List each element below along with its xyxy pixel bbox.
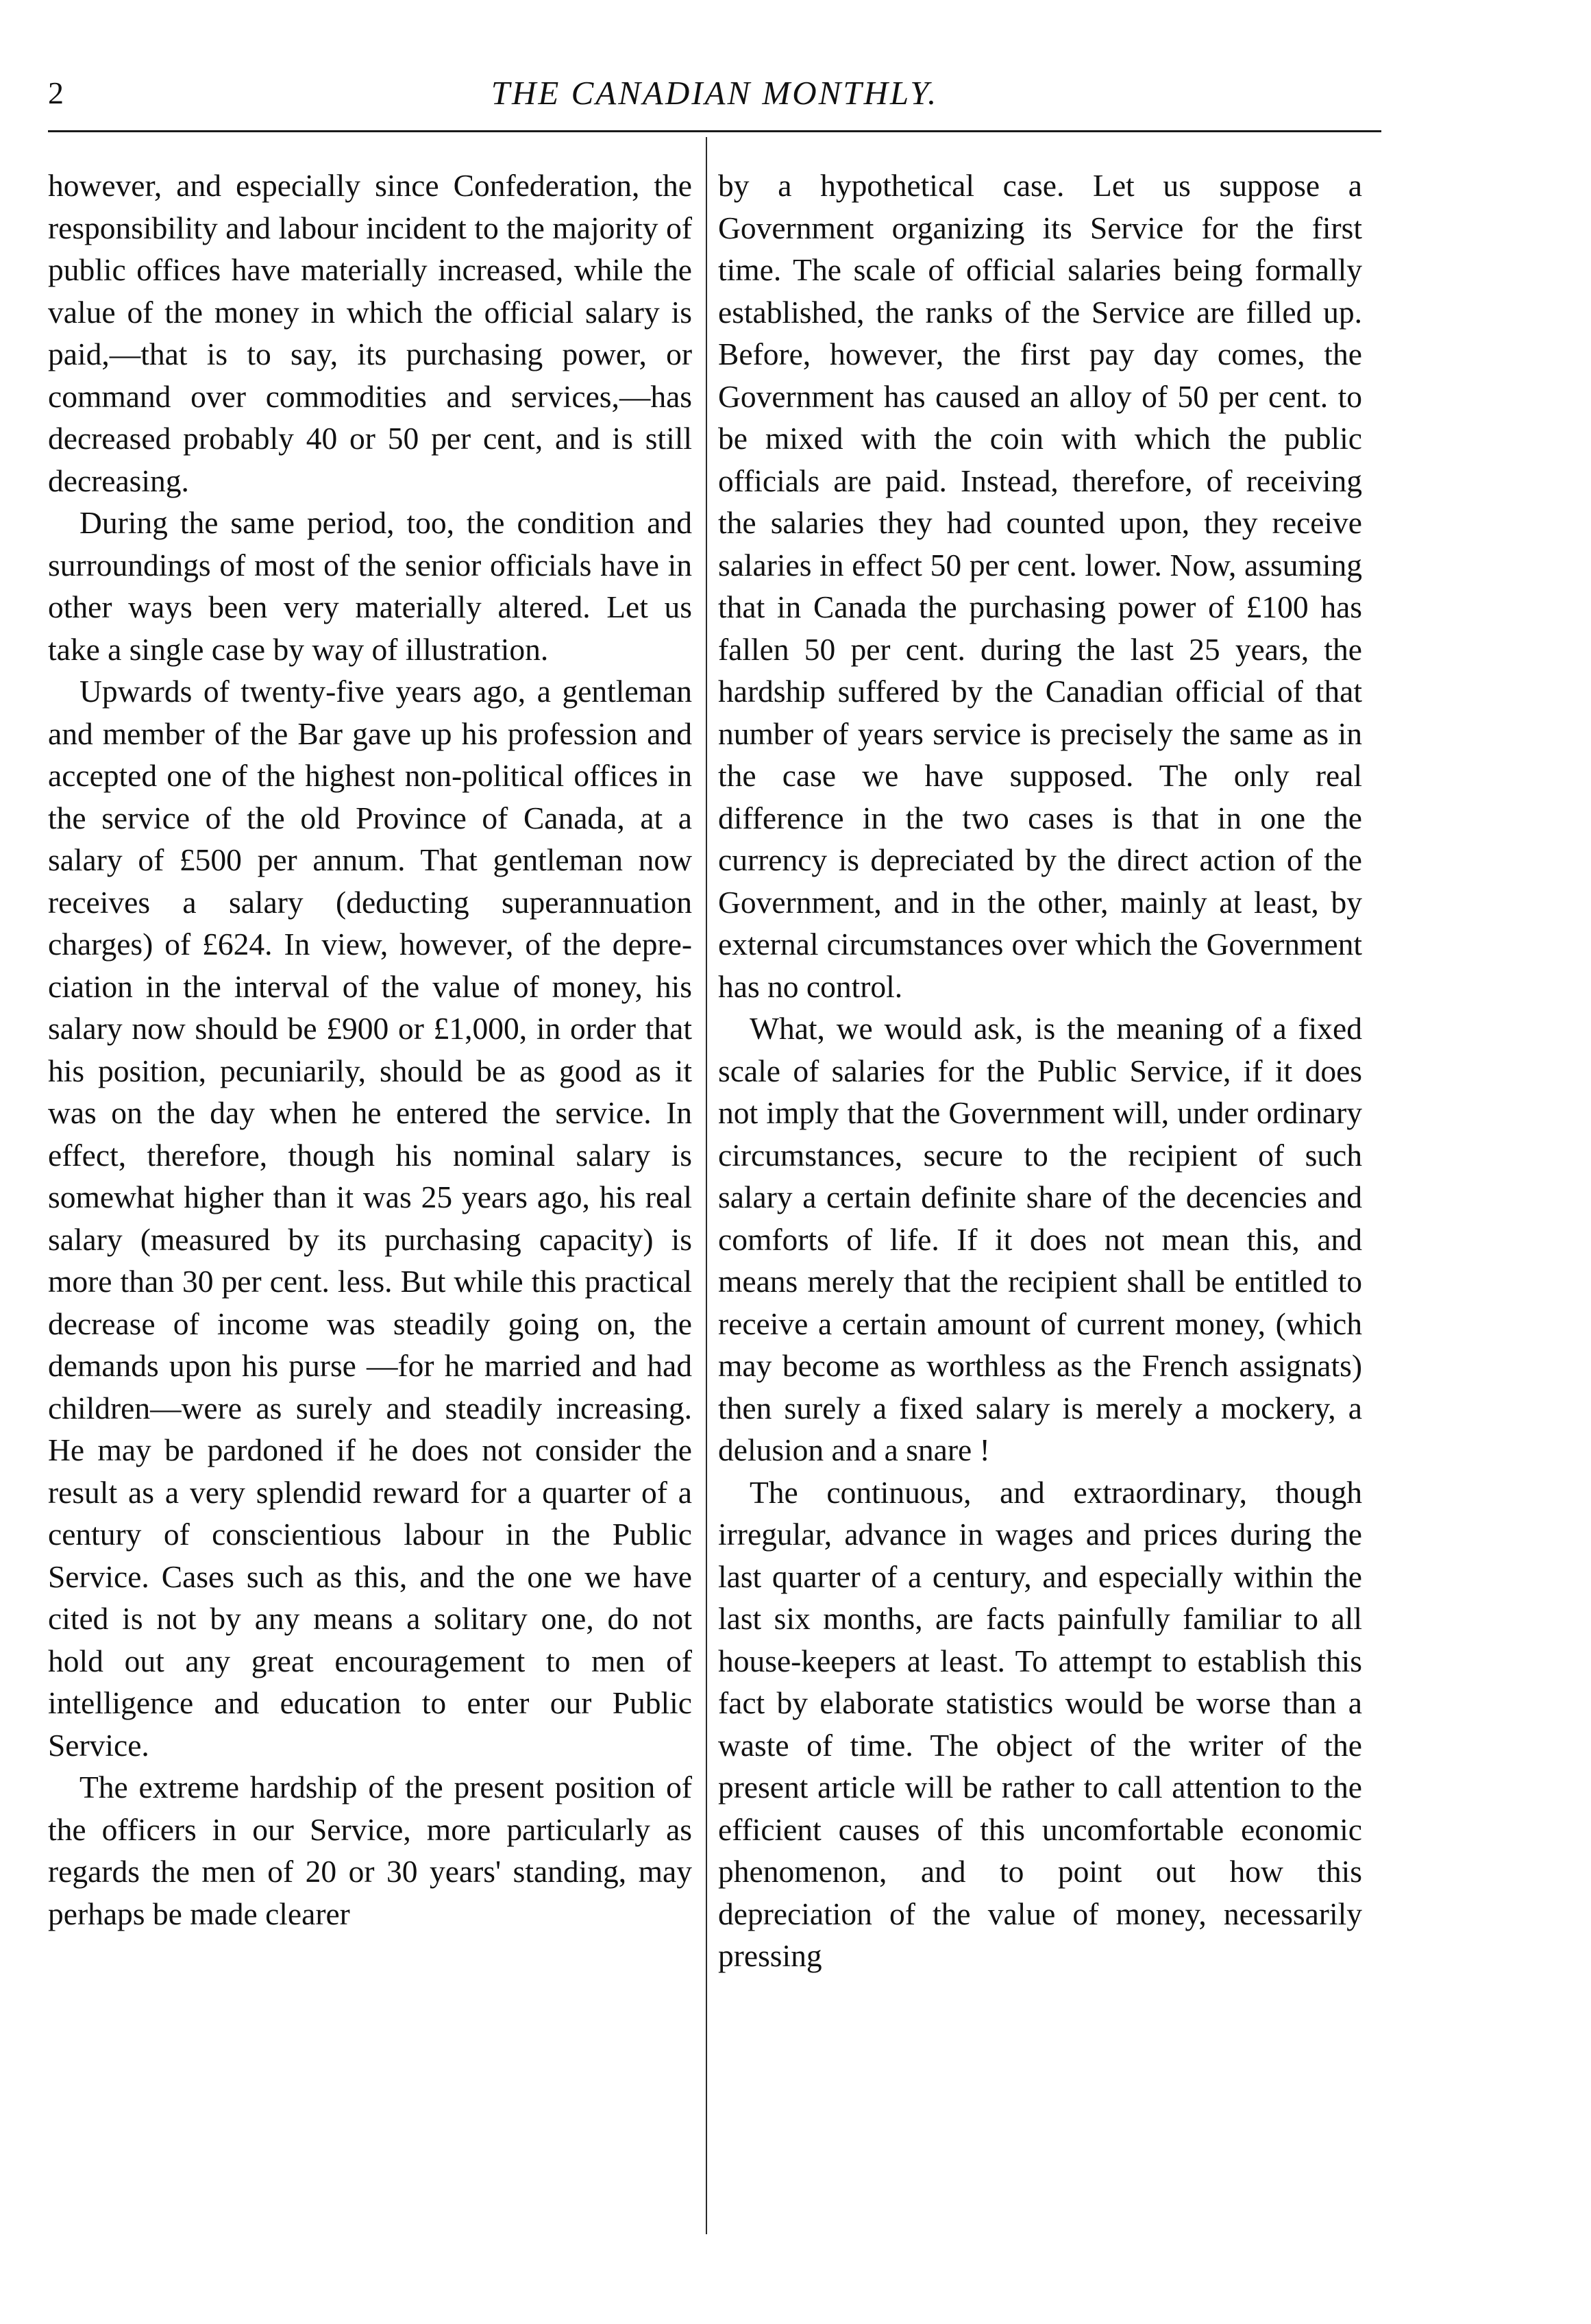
page-number: 2: [48, 75, 64, 110]
column-divider: [706, 137, 707, 2234]
body-paragraph: The continuous, and extraordinary, though irregular, advance in wages and prices during the last quarter of a century, and especially within the last six months, are facts painfully familiar to all house-keepers at least. To attempt to establish this fact by elaborate statistics would be worse than a waste of time. The object of the writer of the present article will be rather to call attention to the efficient causes of this uncomfortable economic phenomenon, and to point out how this depreciation of the value of money, necessarily pressing: [718, 1474, 1362, 1973]
page-header-title: THE CANADIAN MONTHLY.: [491, 74, 939, 112]
left-column: [48, 164, 692, 1935]
header-rule: [48, 130, 1381, 132]
running-head: [48, 71, 1381, 115]
body-paragraph: During the same period, too, the condition and surroundings of most of the senior officials have in other ways been very materially altered. Let us take a single case by way of illustration.: [48, 505, 692, 667]
body-paragraph: What, we would ask, is the meaning of a fixed scale of salaries for the Public Service, if it does not imply that the Government will, under ordinary circumstances, secure to the recipient of such salary a certain definite share of the decencies and comforts of life. If it does not mean this, and means merely that the recipient shall be entitled to receive a certain amount of current money, (which may become as worthless as the French assignats) then surely a fixed salary is merely a mockery, a delusion and a snare !: [718, 1011, 1362, 1467]
body-paragraph: The extreme hardship of the present position of the officers in our Service, more particularly as regards the men of 20 or 30 years' standing, may perhaps be made clearer: [48, 1770, 692, 1931]
body-paragraph: by a hypothetical case. Let us suppose a Government organizing its Service for the first time. The scale of official salaries being formally established, the ranks of the Service are filled up. Before, however, the first pay day comes, the Government has caused an alloy of 50 per cent. to be mixed with the coin with which the public officials are paid. Instead, therefore, of receiving the salaries they had counted upon, they receive salaries in effect 50 per cent. lower. Now, assuming that in Canada the purchasing power of £100 has fallen 50 per cent. during the last 25 years, the hardship suffered by the Canadian official of that number of years service is precisely the same as in the case we have supposed. The only real difference in the two cases is that in one the currency is depreciated by the direct action of the Government, and in the other, mainly at least, by external circumstances over which the Government has no control.: [718, 168, 1362, 1004]
body-paragraph: however, and especially since Confederation, the responsibility and labour incident to the majority of public offices have materially increased, while the value of the money in which the official salary is paid,—that is to say, its purchasing power, or command over commodities and services,—has decreased probably 40 or 50 per cent, and is still decreasing.: [48, 168, 692, 498]
body-paragraph: Upwards of twenty-five years ago, a gentleman and member of the Bar gave up his profession and accepted one of the highest non-political offices in the service of the old Province of Canada, at a salary of £500 per annum. That gentleman now receives a salary (deducting superannuation charges) of £624. In view, however, of the depreciation in the interval of the value of money, his salary now should be £900 or £1,000, in order that his position, pecuniarily, should be as good as it was on the day when he entered the service. In effect, therefore, though his nominal salary is somewhat higher than it was 25 years ago, his real salary (measured by its purchasing capacity) is more than 30 per cent. less. But while this practical decrease of income was steadily going on, the demands upon his purse —for he married and had children—were as surely and steadily increasing. He may be pardoned if he does not consider the result as a very splendid reward for a quarter of a century of conscientious labour in the Public Service. Cases such as this, and the one we have cited is not by any means a solitary one, do not hold out any great encouragement to men of intelligence and education to enter our Public Service.: [48, 674, 692, 1763]
right-column: [718, 164, 1362, 1977]
